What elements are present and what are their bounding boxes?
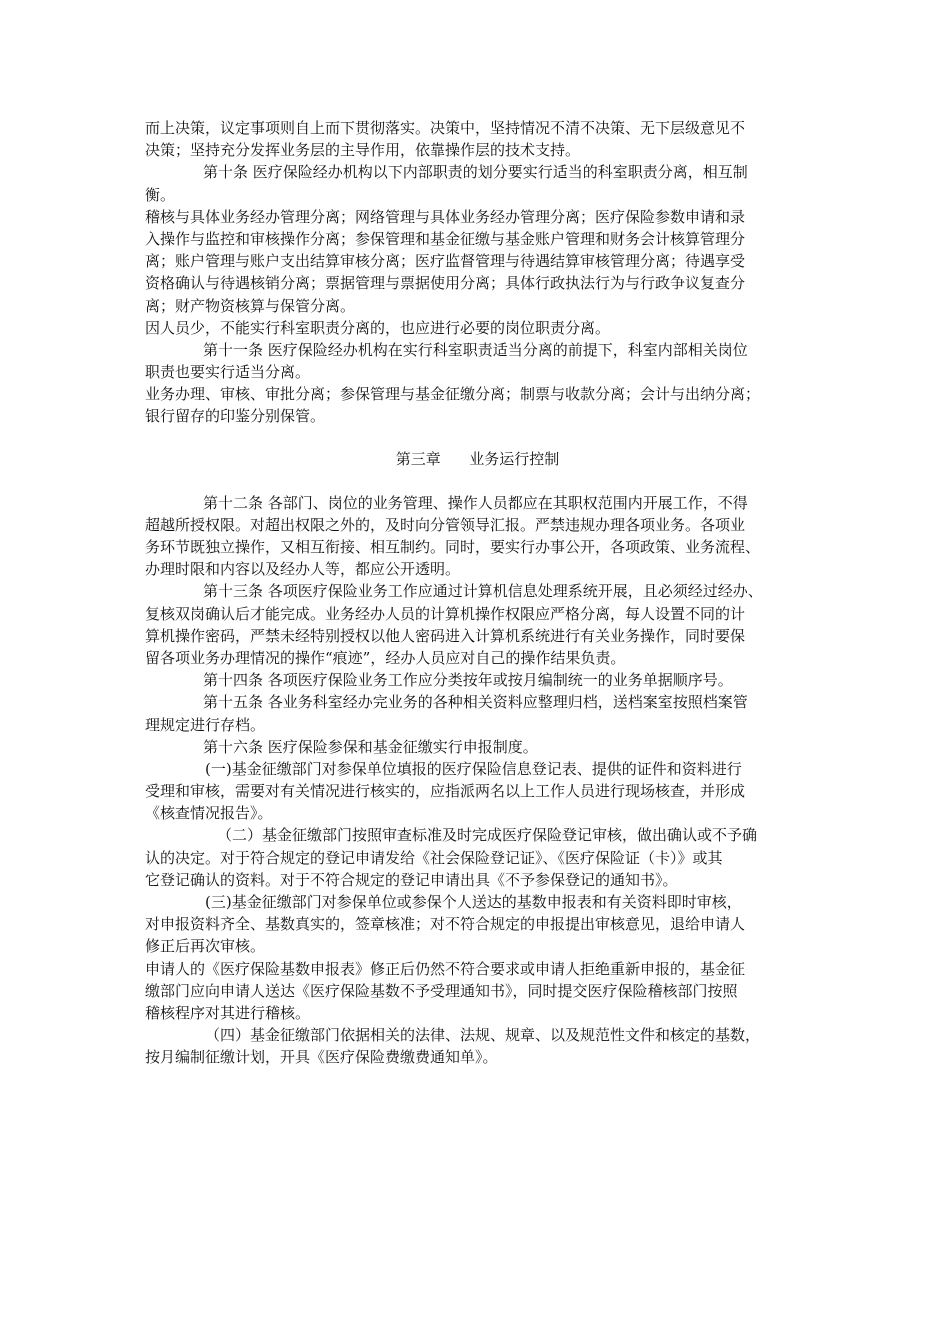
text-line: 第十四条 各项医疗保险业务工作应分类按年或按月编制统一的业务单据顺序号。: [203, 671, 733, 690]
paragraph-article-16: [145, 736, 810, 758]
text-line: 《核查情况报告》。: [145, 804, 273, 823]
text-line: 申请人的《医疗保险基数申报表》修正后仍然不符合要求或申请人拒绝重新申报的，基金征: [145, 959, 746, 978]
text-line: 职责也要实行适当分离。: [145, 363, 311, 382]
text-line: 银行留存的印鉴分别保管。: [145, 407, 326, 426]
text-line: 算机操作密码，严禁未经特别授权以他人密码进入计算机系统进行有关业务操作，同时要保: [145, 626, 746, 645]
chapter-heading: 第三章 业务运行控制: [395, 449, 560, 468]
paragraph-item-4: [145, 1024, 810, 1068]
text-line: 按月编制征缴计划，开具《医疗保险费缴费通知单》。: [145, 1048, 498, 1067]
text-line: 稽核程序对其进行稽核。: [145, 1003, 311, 1022]
text-line: 第十六条 医疗保险参保和基金征缴实行申报制度。: [203, 737, 538, 756]
text-line: 衡。: [145, 185, 176, 204]
paragraph-article-10: [145, 161, 810, 205]
text-line: 缴部门应向申请人送达《医疗保险基数不予受理通知书》，同时提交医疗保险稽核部门按照: [145, 981, 738, 1000]
text-line: 资格确认与待遇核销分离；票据管理与票据使用分离；具体行政执法行为与行政争议复查分: [145, 274, 746, 293]
paragraph-decision-principle: [145, 117, 810, 161]
text-line: 留各项业务办理情况的操作“痕迹”，经办人员应对自己的操作结果负责。: [145, 648, 626, 667]
text-line: 理规定进行存档。: [145, 715, 266, 734]
text-line: 认的决定。对于符合规定的登记申请发给《社会保险登记证》、《医疗保险证（卡）》或其: [145, 848, 723, 867]
paragraph-article-11: [145, 339, 810, 383]
text-line: 务环节既独立操作，又相互衔接、相互制约。同时，要实行办事公开，各项政策、业务流程、: [145, 538, 761, 556]
document-page: [145, 117, 810, 1069]
text-line: 超越所授权限。对超出权限之外的，及时向分管领导汇报。严禁违规办理各项业务。各项业: [145, 515, 746, 534]
text-line: 修正后再次审核。: [145, 937, 266, 956]
text-line: 第十二条 各部门、岗位的业务管理、操作人员都应在其职权范围内开展工作，不得: [203, 493, 748, 512]
paragraph-item-2: [145, 824, 810, 891]
text-line: (一)基金征缴部门对参保单位填报的医疗保险信息登记表、提供的证件和资料进行: [205, 759, 742, 778]
text-line: 稽核与具体业务经办管理分离；网络管理与具体业务经办管理分离；医疗保险参数申请和录: [145, 207, 746, 226]
text-line: (三)基金征缴部门对参保单位或参保个人送达的基数申报表和有关资料即时审核，: [205, 893, 742, 911]
paragraph-article-15: [145, 691, 810, 735]
text-line: 入操作与监控和审核操作分离；参保管理和基金征缴与基金账户管理和财务会计核算管理分: [145, 229, 746, 248]
text-line: 复核双岗确认后才能完成。业务经办人员的计算机操作权限应严格分离，每人设置不同的计: [145, 604, 746, 623]
text-line: 因人员少，不能实行科室职责分离的，也应进行必要的岗位职责分离。: [145, 318, 611, 337]
paragraph-item-1: [145, 758, 810, 825]
text-line: 对申报资料齐全、基数真实的，签章核准；对不符合规定的申报提出审核意见，退给申请人: [145, 915, 746, 934]
text-line: 办理时限和内容以及经办人等，都应公开透明。: [145, 560, 461, 579]
paragraph-article-13: [145, 580, 810, 669]
paragraph-base-rejection: [145, 958, 810, 1025]
paragraph-staff-shortage: [145, 317, 810, 339]
text-line: （四）基金征缴部门依据相关的法律、法规、规章、以及规范性文件和核定的基数，: [205, 1026, 761, 1045]
text-line: 而上决策，议定事项则自上而下贯彻落实。决策中，坚持情况不清不决策、无下层级意见不: [145, 119, 746, 137]
paragraph-article-12: [145, 492, 810, 581]
text-line: 业务办理、审核、审批分离；参保管理与基金征缴分离；制票与收款分离；会计与出纳分离；: [145, 385, 761, 404]
paragraph-post-separation-list: [145, 383, 810, 427]
text-line: 离；财产物资核算与保管分离。: [145, 296, 356, 315]
text-line: 它登记确认的资料。对于不符合规定的登记申请出具《不予参保登记的通知书》。: [145, 870, 678, 889]
text-line: 受理和审核，需要对有关情况进行核实的，应指派两名以上工作人员进行现场核查，并形成: [145, 782, 746, 801]
text-line: （二）基金征缴部门按照审查标准及时完成医疗保险登记审核，做出确认或不予确: [217, 826, 758, 845]
paragraph-item-3: [145, 891, 810, 958]
text-line: 决策；坚持充分发挥业务层的主导作用，依靠操作层的技术支持。: [145, 141, 581, 160]
text-line: 第十一条 医疗保险经办机构在实行科室职责适当分离的前提下，科室内部相关岗位: [203, 340, 748, 359]
spacer: [145, 470, 810, 492]
text-line: 第十条 医疗保险经办机构以下内部职责的划分要实行适当的科室职责分离，相互制: [203, 163, 748, 182]
spacer: [145, 428, 810, 448]
text-line: 离；账户管理与账户支出结算审核分离；医疗监督管理与待遇结算审核管理分离；待遇享受: [145, 252, 746, 271]
paragraph-article-14: [145, 669, 810, 691]
text-line: 第十五条 各业务科室经办完业务的各种相关资料应整理归档，送档案室按照档案管: [203, 693, 748, 712]
text-line: 第十三条 各项医疗保险业务工作应通过计算机信息处理系统开展，且必须经过经办、: [203, 582, 763, 601]
paragraph-separation-list: [145, 206, 810, 317]
